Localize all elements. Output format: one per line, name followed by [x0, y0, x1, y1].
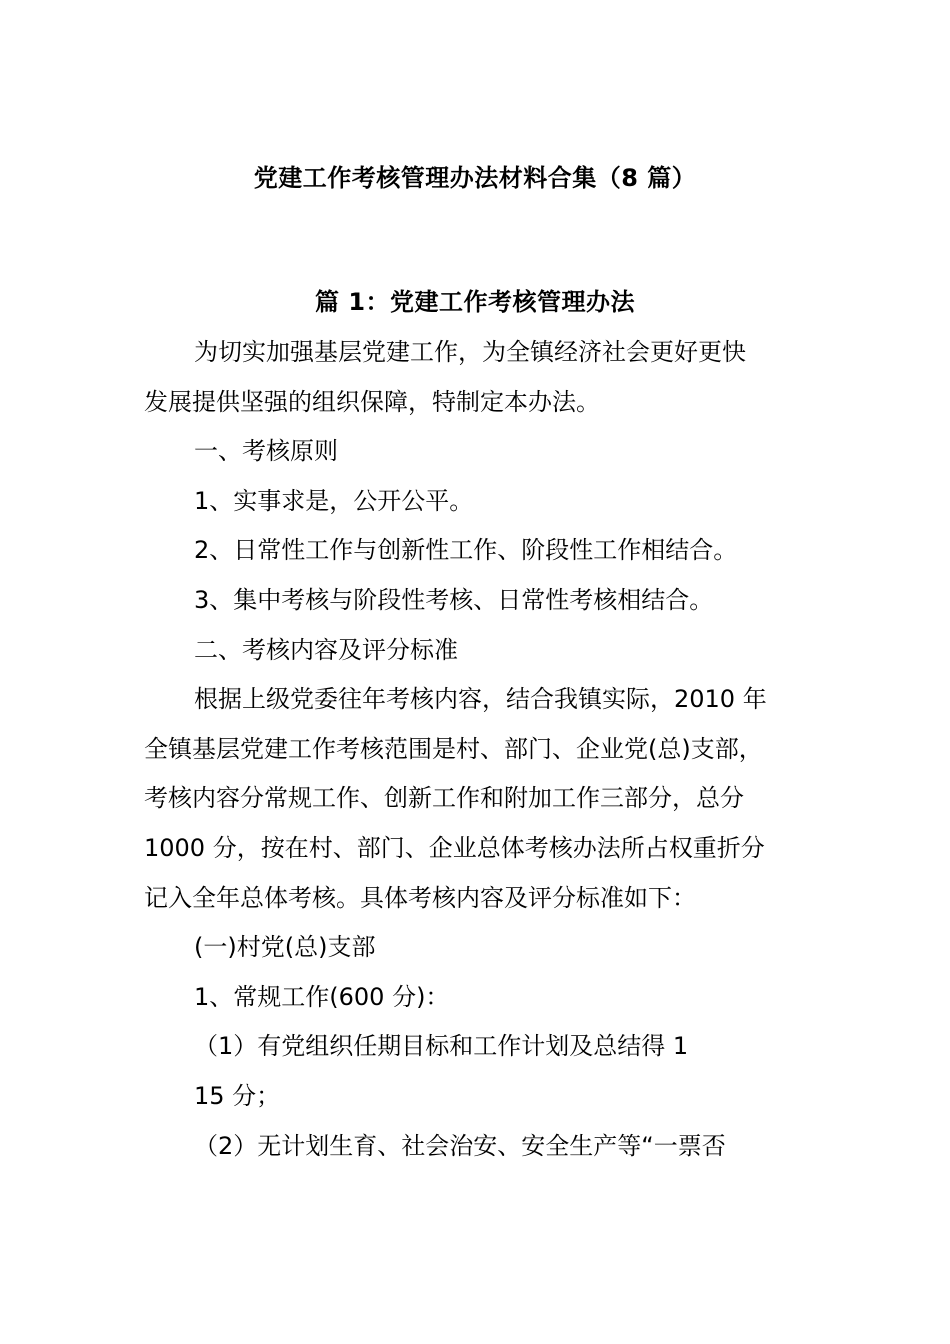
section-title: 篇 1：党建工作考核管理办法	[314, 288, 636, 316]
body-line: 15 分；	[194, 1081, 281, 1110]
body-line: 1000 分，按在村、部门、企业总体考核办法所占权重折分	[144, 833, 765, 862]
body-line: 根据上级党委往年考核内容，结合我镇实际，2010 年	[194, 685, 767, 714]
body-line: 一、考核原则	[194, 437, 338, 466]
body-line: 1、实事求是，公开公平。	[194, 486, 474, 515]
body-line: 2、日常性工作与创新性工作、阶段性工作相结合。	[194, 536, 738, 565]
body-line: 考核内容分常规工作、创新工作和附加工作三部分，总分	[144, 784, 744, 813]
body-line: (一)村党(总)支部	[194, 933, 376, 962]
body-line: （1）有党组织任期目标和工作计划及总结得 1	[194, 1032, 689, 1061]
body-line: 二、考核内容及评分标准	[194, 635, 458, 664]
document-body	[144, 328, 816, 1171]
body-line: 为切实加强基层党建工作，为全镇经济社会更好更快	[194, 338, 746, 366]
body-line: 1、常规工作(600 分)：	[194, 982, 450, 1011]
body-line: 记入全年总体考核。具体考核内容及评分标准如下：	[144, 883, 696, 912]
body-line: 3、集中考核与阶段性考核、日常性考核相结合。	[194, 585, 714, 614]
body-line: 全镇基层党建工作考核范围是村、部门、企业党(总)支部，	[144, 734, 763, 763]
body-line: （2）无计划生育、社会治安、安全生产等“一票否	[194, 1131, 726, 1160]
document-title: 党建工作考核管理办法材料合集（8 篇）	[253, 164, 697, 192]
body-line: 发展提供坚强的组织保障，特制定本办法。	[144, 387, 600, 416]
